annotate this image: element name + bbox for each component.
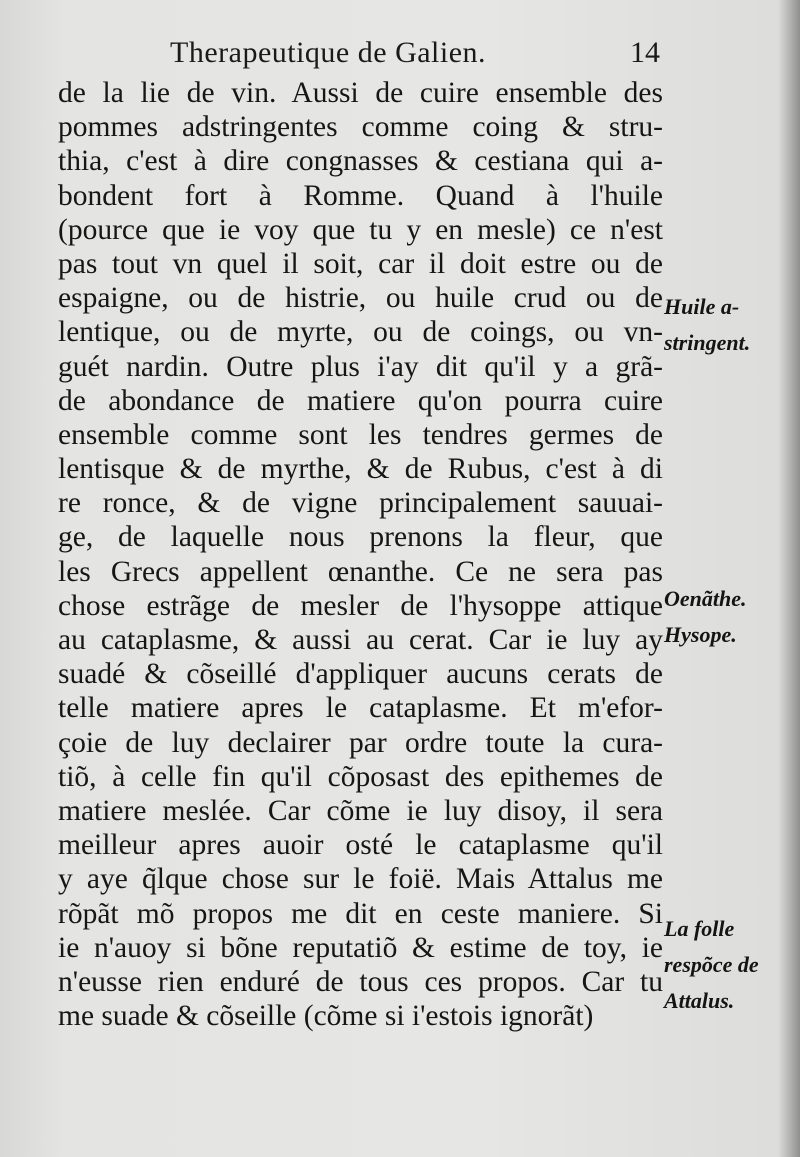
text-line: rõpãt mõ propos me dit en ceste maniere. Si: [58, 897, 663, 930]
text-line: n'eusse rien enduré de tous ces propos. Car tu: [58, 965, 663, 998]
text-line: ge, de laquelle nous prenons la fleur, que: [58, 521, 663, 554]
text-line: ensemble comme sont les tendres germes de: [58, 418, 663, 451]
text-line: les Grecs appellent œnanthe. Ce ne sera pas: [58, 555, 663, 588]
page-number: 14: [630, 36, 660, 69]
margin-note: Huile a-: [664, 294, 740, 319]
text-line: guét nardin. Outre plus i'ay dit qu'il y a grã-: [58, 350, 663, 383]
text-line: (pource que ie voy que tu y en mesle) ce n'est: [58, 213, 663, 246]
text-line: espaigne, ou de histrie, ou huile crud ou de: [58, 282, 663, 315]
text-line: suadé & cõseillé d'appliquer aucuns cerats de: [58, 658, 663, 691]
text-line: de abondance de matiere qu'on pourra cuire: [58, 384, 663, 417]
text-line: ie n'auoy si bõne reputatiõ & estime de toy, ie: [58, 931, 663, 964]
text-line: thia, c'est à dire congnasses & cestiana qui a-: [58, 145, 663, 178]
text-line: lentique, ou de myrte, ou de coings, ou vn-: [58, 316, 663, 349]
text-line: de la lie de vin. Aussi de cuire ensemble des: [58, 77, 663, 109]
margin-note: La folle: [664, 916, 735, 941]
text-line: chose estrãge de mesler de l'hysoppe attique: [58, 589, 663, 622]
text-line: me suade & cõseille (cõme si i'estois ignorãt): [58, 1000, 594, 1033]
margin-note: Attalus.: [664, 988, 735, 1013]
text-line: lentisque & de myrthe, & de Rubus, c'est à di: [58, 453, 663, 486]
margin-note: Oenãthe.: [664, 586, 747, 611]
margin-note: respõce de: [664, 952, 759, 977]
running-title: Therapeutique de Galien.: [170, 36, 487, 69]
text-line: çoie de luy declairer par ordre toute la cura-: [58, 726, 663, 759]
page-edge-shadow: [778, 0, 800, 1157]
text-line: au cataplasme, & aussi au cerat. Car ie luy ay: [58, 624, 663, 656]
text-line: pas tout vn quel il soit, car il doit estre ou de: [58, 247, 663, 280]
body-text: [58, 76, 663, 1033]
text-line: re ronce, & de vigne principalement sauuai-: [58, 487, 663, 520]
margin-note: stringent.: [664, 330, 751, 355]
text-line: matiere meslée. Car cõme ie luy disoy, il sera: [58, 794, 663, 827]
text-line: tiõ, à celle fin qu'il cõposast des epithemes de: [58, 760, 663, 793]
margin-note: Hysope.: [664, 622, 737, 647]
text-line: pommes adstringentes comme coing & stru-: [58, 111, 663, 144]
text-line: y aye q̃lque chose sur le foië. Mais Attalus me: [58, 863, 663, 896]
text-line: meilleur apres auoir osté le cataplasme qu'il: [58, 829, 663, 862]
text-line: bondent fort à Romme. Quand à l'huile: [58, 179, 663, 212]
text-line: telle matiere apres le cataplasme. Et m'efor-: [58, 692, 663, 725]
